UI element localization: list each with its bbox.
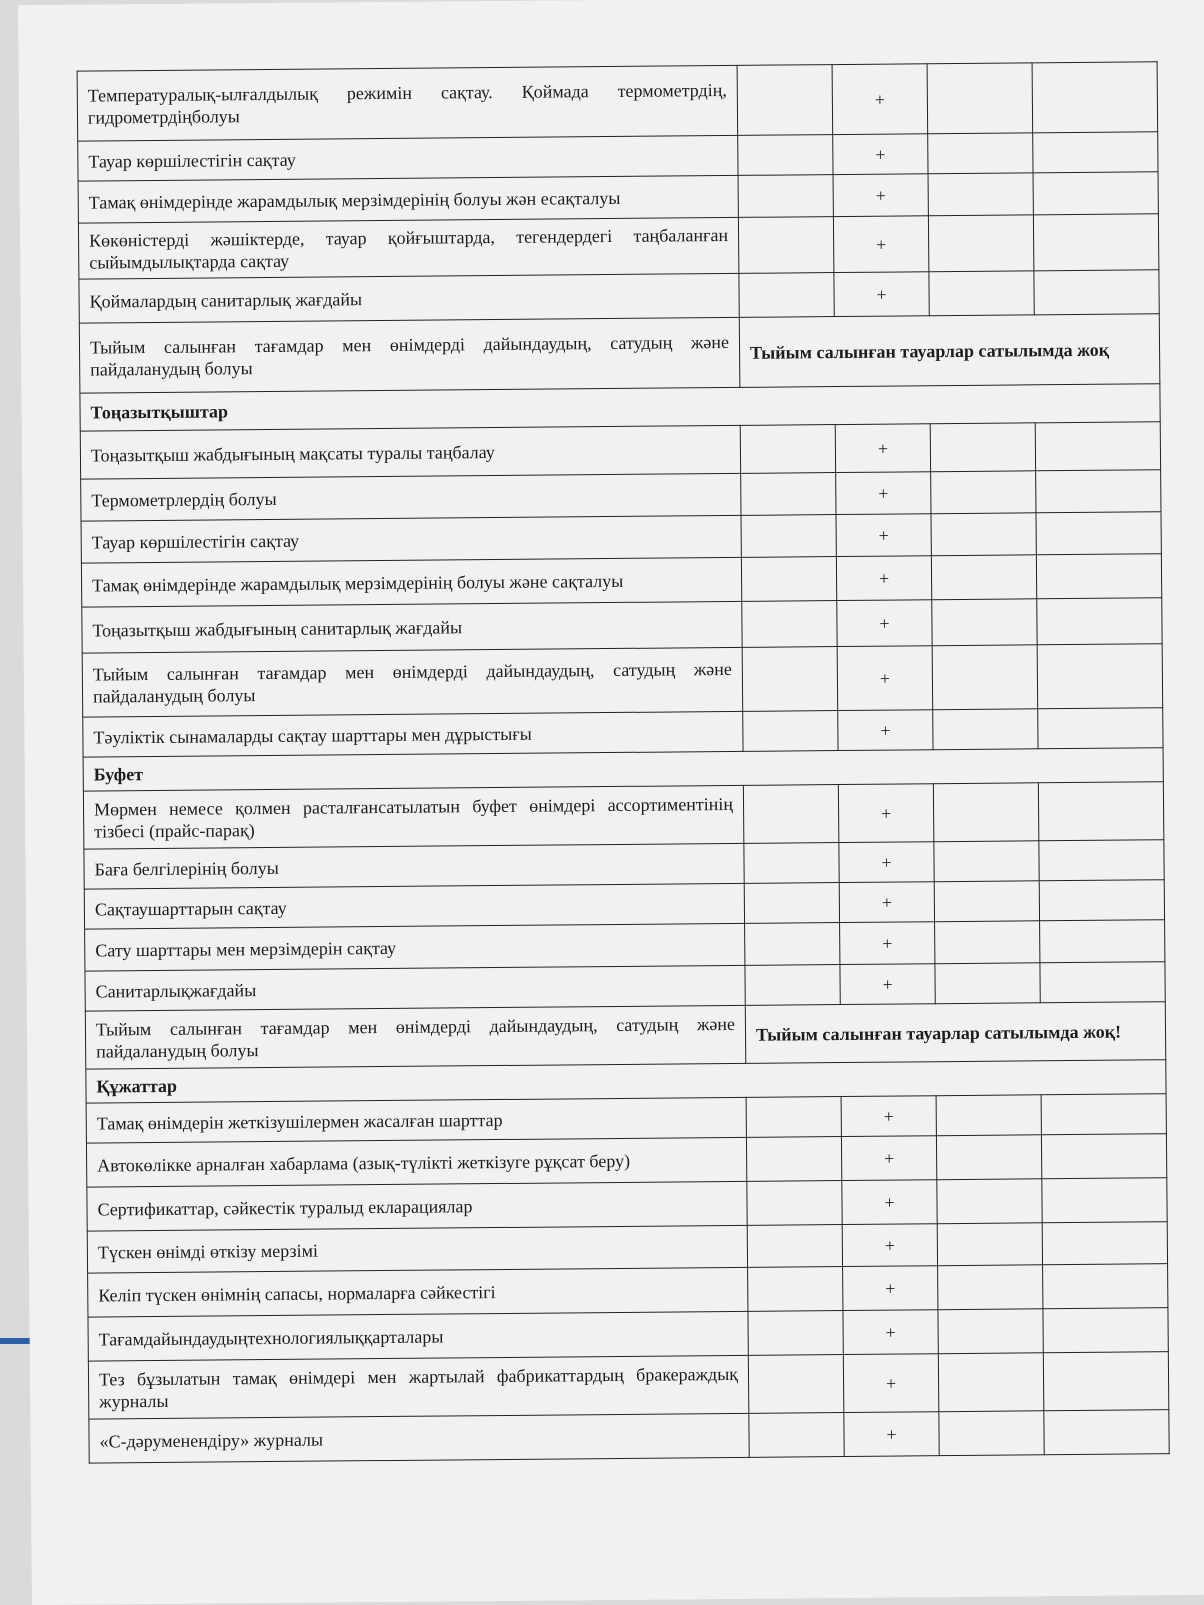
table-row [79, 314, 1160, 393]
check-mark: + [843, 1266, 938, 1311]
check-mark: + [833, 216, 928, 273]
empty-cell [744, 843, 839, 884]
empty-cell [1039, 880, 1164, 921]
criterion-label: Санитарлықжағдайы [85, 965, 745, 1011]
check-mark: + [840, 922, 935, 965]
empty-cell [744, 883, 839, 924]
empty-cell [1033, 214, 1158, 271]
empty-cell [1042, 1222, 1167, 1265]
empty-cell [738, 135, 833, 176]
empty-cell [1040, 920, 1165, 963]
empty-cell [1041, 1094, 1166, 1135]
criterion-label: Тамақ өнімдерінде жарамдылық мерзімдерінің болуы және сақталуы [81, 557, 741, 607]
empty-cell [936, 1095, 1041, 1136]
empty-cell [1043, 1264, 1168, 1309]
empty-cell [1036, 512, 1161, 555]
criterion-label: «С-дәруменендіру» журналы [89, 1413, 749, 1463]
empty-cell [1041, 1134, 1166, 1179]
criterion-label: Тамақ өнімдерін жеткізушілермен жасалған шарттар [86, 1097, 746, 1143]
table-row [85, 1002, 1165, 1069]
table-row [83, 782, 1163, 849]
check-mark: + [839, 882, 934, 923]
criterion-label: Көкөністерді жәшіктерде, тауар қойғыштарда, тегендердегі таңбаланған сыйымдылықтарда сақтау [78, 217, 738, 279]
check-mark: + [838, 784, 934, 843]
empty-cell [928, 173, 1033, 216]
check-mark: + [832, 64, 928, 135]
check-mark: + [837, 600, 932, 647]
empty-cell [745, 965, 840, 1006]
check-mark: + [838, 710, 933, 751]
check-mark: + [836, 556, 931, 601]
empty-cell [937, 1179, 1042, 1224]
check-mark: + [844, 1412, 939, 1457]
check-mark: + [833, 134, 928, 175]
empty-cell [747, 1225, 842, 1268]
empty-cell [1033, 172, 1158, 215]
empty-cell [1037, 598, 1162, 645]
table-row [89, 1410, 1169, 1463]
empty-cell [932, 599, 1037, 646]
remark-cell: Тыйым салынған тауарлар сатылымда жоқ [739, 314, 1160, 388]
check-mark: + [841, 1136, 936, 1181]
empty-cell [931, 471, 1036, 514]
check-mark: + [833, 174, 928, 217]
criterion-label: Сату шарттары мен мерзімдерін сақтау [85, 923, 745, 971]
criterion-label: Тамақ өнімдерінде жарамдылық мерзімдерінің болуы жән есақталуы [78, 175, 738, 223]
criterion-label: Мөрмен немесе қолмен расталғансатылатын буфет өнімдері ассортиментінің тізбесі (прайс-парақ) [83, 785, 743, 849]
empty-cell [930, 423, 1035, 472]
section-heading: Буфет [83, 748, 1163, 791]
check-mark: + [843, 1354, 939, 1413]
check-mark: + [841, 1096, 936, 1137]
criterion-label: Сақтаушарттарын сақтау [84, 883, 744, 929]
empty-cell [742, 647, 838, 712]
check-mark: + [842, 1180, 937, 1225]
empty-cell [741, 473, 836, 516]
empty-cell [738, 217, 833, 274]
empty-cell [743, 785, 839, 844]
criterion-label: Сертификаттар, сәйкестік туралыд екларациялар [87, 1181, 747, 1231]
criterion-label: Тыйым салынған тағамдар мен өнімдерді дайындаудың, сатудың және пайдаланудың болуы [79, 317, 740, 393]
empty-cell [1044, 1410, 1169, 1455]
empty-cell [743, 711, 838, 752]
empty-cell [738, 175, 833, 218]
empty-cell [748, 1267, 843, 1312]
empty-cell [939, 1411, 1044, 1456]
empty-cell [1034, 270, 1159, 315]
empty-cell [927, 63, 1033, 134]
check-mark: + [834, 272, 929, 317]
empty-cell [747, 1181, 842, 1226]
section-heading: Тоңазытқыштар [80, 384, 1160, 431]
criterion-label: Тез бұзылатын тамақ өнімдері мен жартылай фабрикаттардың бракераждық журналы [88, 1355, 748, 1419]
remark-cell: Тыйым салынған тауарлар сатылымда жоқ! [745, 1002, 1165, 1064]
empty-cell [929, 271, 1034, 316]
empty-cell [1035, 422, 1160, 471]
criterion-label: Қоймалардың санитарлық жағдайы [79, 273, 739, 323]
criterion-label: Температуралық-ылғалдылық режимін сақтау. Қоймада термометрдің, гидрометрдіңболуы [77, 65, 738, 141]
check-mark: + [840, 964, 935, 1005]
empty-cell [741, 515, 836, 558]
empty-cell [928, 133, 1033, 174]
empty-cell [936, 1135, 1041, 1180]
criterion-label: Тыйым салынған тағамдар мен өнімдерді дайындаудың, сатудың және пайдаланудың болуы [85, 1005, 745, 1069]
criterion-label: Келіп түскен өнімнің сапасы, нормаларға сәйкестігі [88, 1267, 748, 1317]
empty-cell [1042, 1178, 1167, 1223]
table-row [77, 62, 1158, 141]
empty-cell [740, 425, 835, 474]
empty-cell [1040, 962, 1165, 1003]
empty-cell [1032, 62, 1158, 133]
check-mark: + [836, 514, 931, 557]
criterion-label: Тоңазытқыш жабдығының санитарлық жағдайы [82, 601, 742, 653]
empty-cell [741, 557, 836, 602]
empty-cell [1037, 644, 1163, 709]
section-heading: Құжаттар [86, 1060, 1166, 1103]
empty-cell [938, 1353, 1044, 1412]
check-mark: + [839, 842, 934, 883]
empty-cell [1038, 782, 1164, 841]
empty-cell [1043, 1352, 1169, 1411]
criterion-label: Тауар көршілестігін сақтау [78, 135, 738, 181]
empty-cell [1043, 1308, 1168, 1353]
criterion-label: Автокөлікке арналған хабарлама (азық-түлікті жеткізуге рұқсат беру) [86, 1137, 746, 1187]
empty-cell [748, 1355, 844, 1414]
empty-cell [1036, 470, 1161, 513]
checklist-table [77, 61, 1170, 1463]
check-mark: + [835, 424, 930, 473]
empty-cell [934, 841, 1039, 882]
criterion-label: Тағамдайындаудыңтехнологиялыққарталары [88, 1311, 748, 1361]
checklist-body [77, 62, 1169, 1463]
criterion-label: Тауар көршілестігін сақтау [81, 515, 741, 563]
empty-cell [931, 555, 1036, 600]
empty-cell [935, 921, 1040, 964]
criterion-label: Тыйым салынған тағамдар мен өнімдерді дайындаудың, сатудың және пайдаланудың болуы [82, 647, 743, 717]
empty-cell [737, 65, 833, 136]
criterion-label: Тәуліктік сынамаларды сақтау шарттары мен дұрыстығы [83, 711, 743, 757]
table-row [82, 644, 1163, 717]
empty-cell [739, 273, 834, 318]
check-mark: + [842, 1224, 937, 1267]
check-mark: + [843, 1310, 938, 1355]
empty-cell [932, 645, 1038, 710]
empty-cell [1036, 554, 1161, 599]
empty-cell [745, 923, 840, 966]
empty-cell [934, 881, 1039, 922]
empty-cell [938, 1265, 1043, 1310]
document-page [18, 0, 1204, 1605]
empty-cell [1039, 840, 1164, 881]
empty-cell [928, 215, 1033, 272]
empty-cell [935, 963, 1040, 1004]
table-row [78, 214, 1158, 279]
empty-cell [1033, 132, 1158, 173]
empty-cell [938, 1309, 1043, 1354]
empty-cell [937, 1223, 1042, 1266]
check-mark: + [837, 646, 933, 711]
empty-cell [933, 783, 1039, 842]
criterion-label: Баға белгілерінің болуы [84, 843, 744, 889]
empty-cell [933, 709, 1038, 750]
criterion-label: Термометрлердің болуы [81, 473, 741, 521]
criterion-label: Түскен өнімді өткізу мерзімі [87, 1225, 747, 1273]
table-row [88, 1352, 1168, 1419]
criterion-label: Тоңазытқыш жабдығының мақсаты туралы таңбалау [80, 425, 740, 479]
empty-cell [749, 1413, 844, 1458]
empty-cell [748, 1311, 843, 1356]
empty-cell [1038, 708, 1163, 749]
empty-cell [746, 1097, 841, 1138]
empty-cell [742, 601, 837, 648]
empty-cell [931, 513, 1036, 556]
empty-cell [746, 1137, 841, 1182]
check-mark: + [836, 472, 931, 515]
